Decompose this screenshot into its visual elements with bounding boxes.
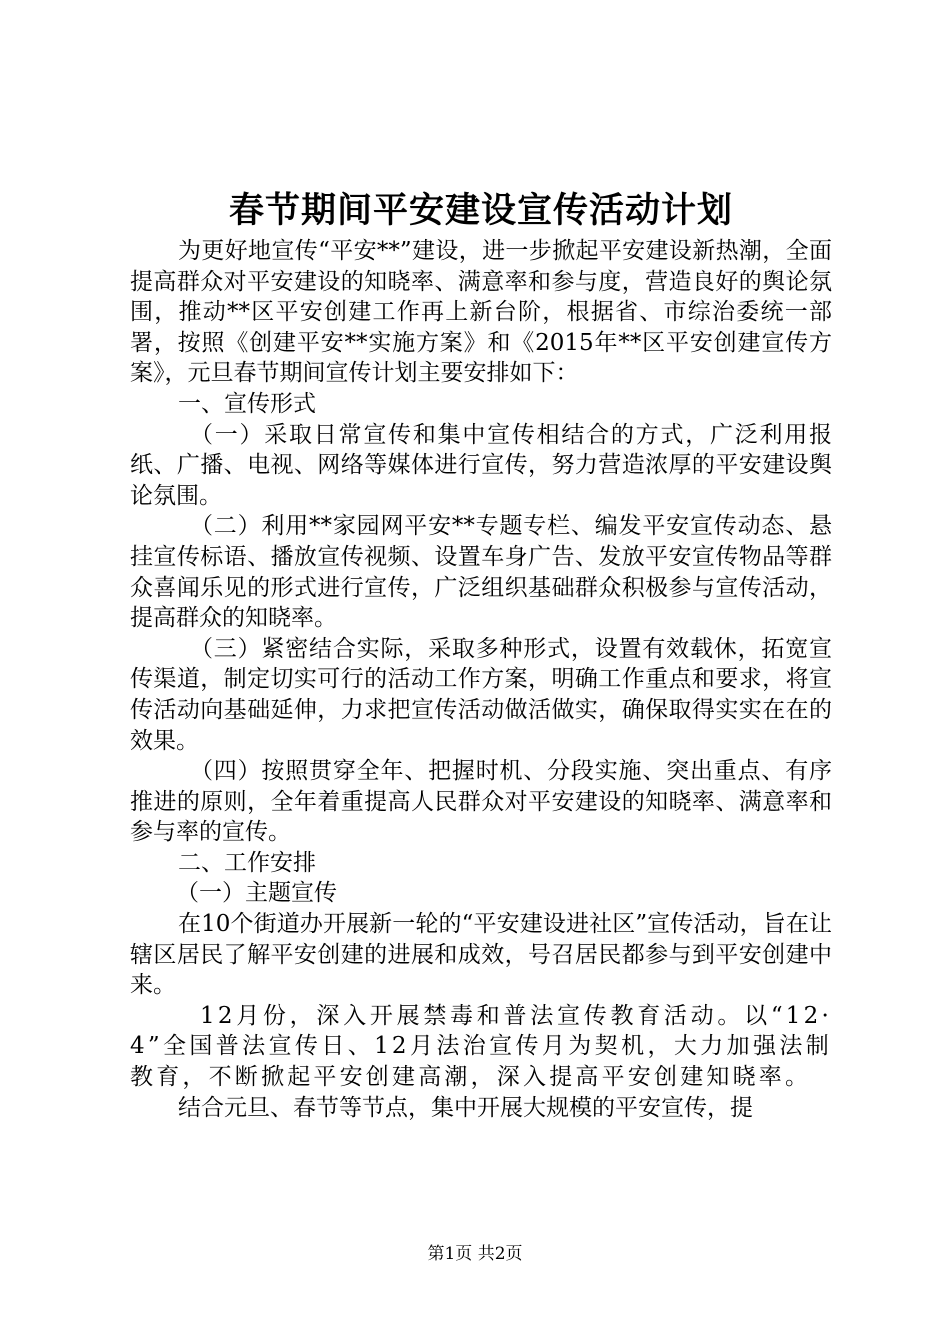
paragraph-1-1: （一）采取日常宣传和集中宣传相结合的方式，广泛利用报纸、广播、电视、网络等媒体进行宣传，努力营造浓厚的平安建设舆论氛围。	[130, 421, 832, 509]
paragraph-1-3: （三）紧密结合实际，采取多种形式，设置有效载休，拓宽宣传渠道，制定切实可行的活动工作方案，明确工作重点和要求，将宣传活动向基础延伸，力求把宣传活动做活做实，确保取得实实在在的效果。	[130, 635, 832, 754]
paragraph-2-3: 结合元旦、春节等节点，集中开展大规模的平安宣传，提	[178, 1094, 753, 1121]
paragraph-1-2: （二）利用**家园网平安**专题专栏、编发平安宣传动态、悬挂宣传标语、播放宣传视频、设置车身广告、发放平安宣传物品等群众喜闻乐见的形式进行宣传，广泛组织基础群众积极参与宣传活动，提高群众的知晓率。	[130, 513, 832, 632]
section-heading-1: 一、宣传形式	[178, 390, 316, 417]
document-body	[130, 236, 832, 1123]
paragraph-2-1: 在10个街道办开展新一轮的“平安建设进社区”宣传活动，旨在让辖区居民了解平安创建的进展和成效，号召居民都参与到平安创建中来。	[130, 911, 832, 999]
subsection-heading-2-1: （一）主题宣传	[176, 880, 337, 907]
paragraph-1-4: （四）按照贯穿全年、把握时机、分段实施、突出重点、有序推进的原则，全年着重提高人民群众对平安建设的知晓率、满意率和参与率的宣传。	[130, 758, 832, 846]
intro-paragraph: 为更好地宣传“平安**”建设，进一步掀起平安建设新热潮，全面提高群众对平安建设的知晓率、满意率和参与度，营造良好的舆论氛围，推动**区平安创建工作再上新台阶，根据省、市综治委统一部署，按照《创建平安**实施方案》和《2015年**区平安创建宣传方案》，元旦春节期间宣传计划主要安排如下：	[130, 238, 832, 387]
document-title: 春节期间平安建设宣传活动计划	[228, 190, 733, 231]
section-heading-2: 二、工作安排	[178, 849, 316, 876]
page-footer: 第1页 共2页	[427, 1244, 523, 1264]
paragraph-2-2: 12月份，深入开展禁毒和普法宣传教育活动。以“12·4”全国普法宣传日、12月法治宣传月为契机，大力加强法制教育，不断掀起平安创建高潮，深入提高平安创建知晓率。	[130, 1002, 832, 1091]
